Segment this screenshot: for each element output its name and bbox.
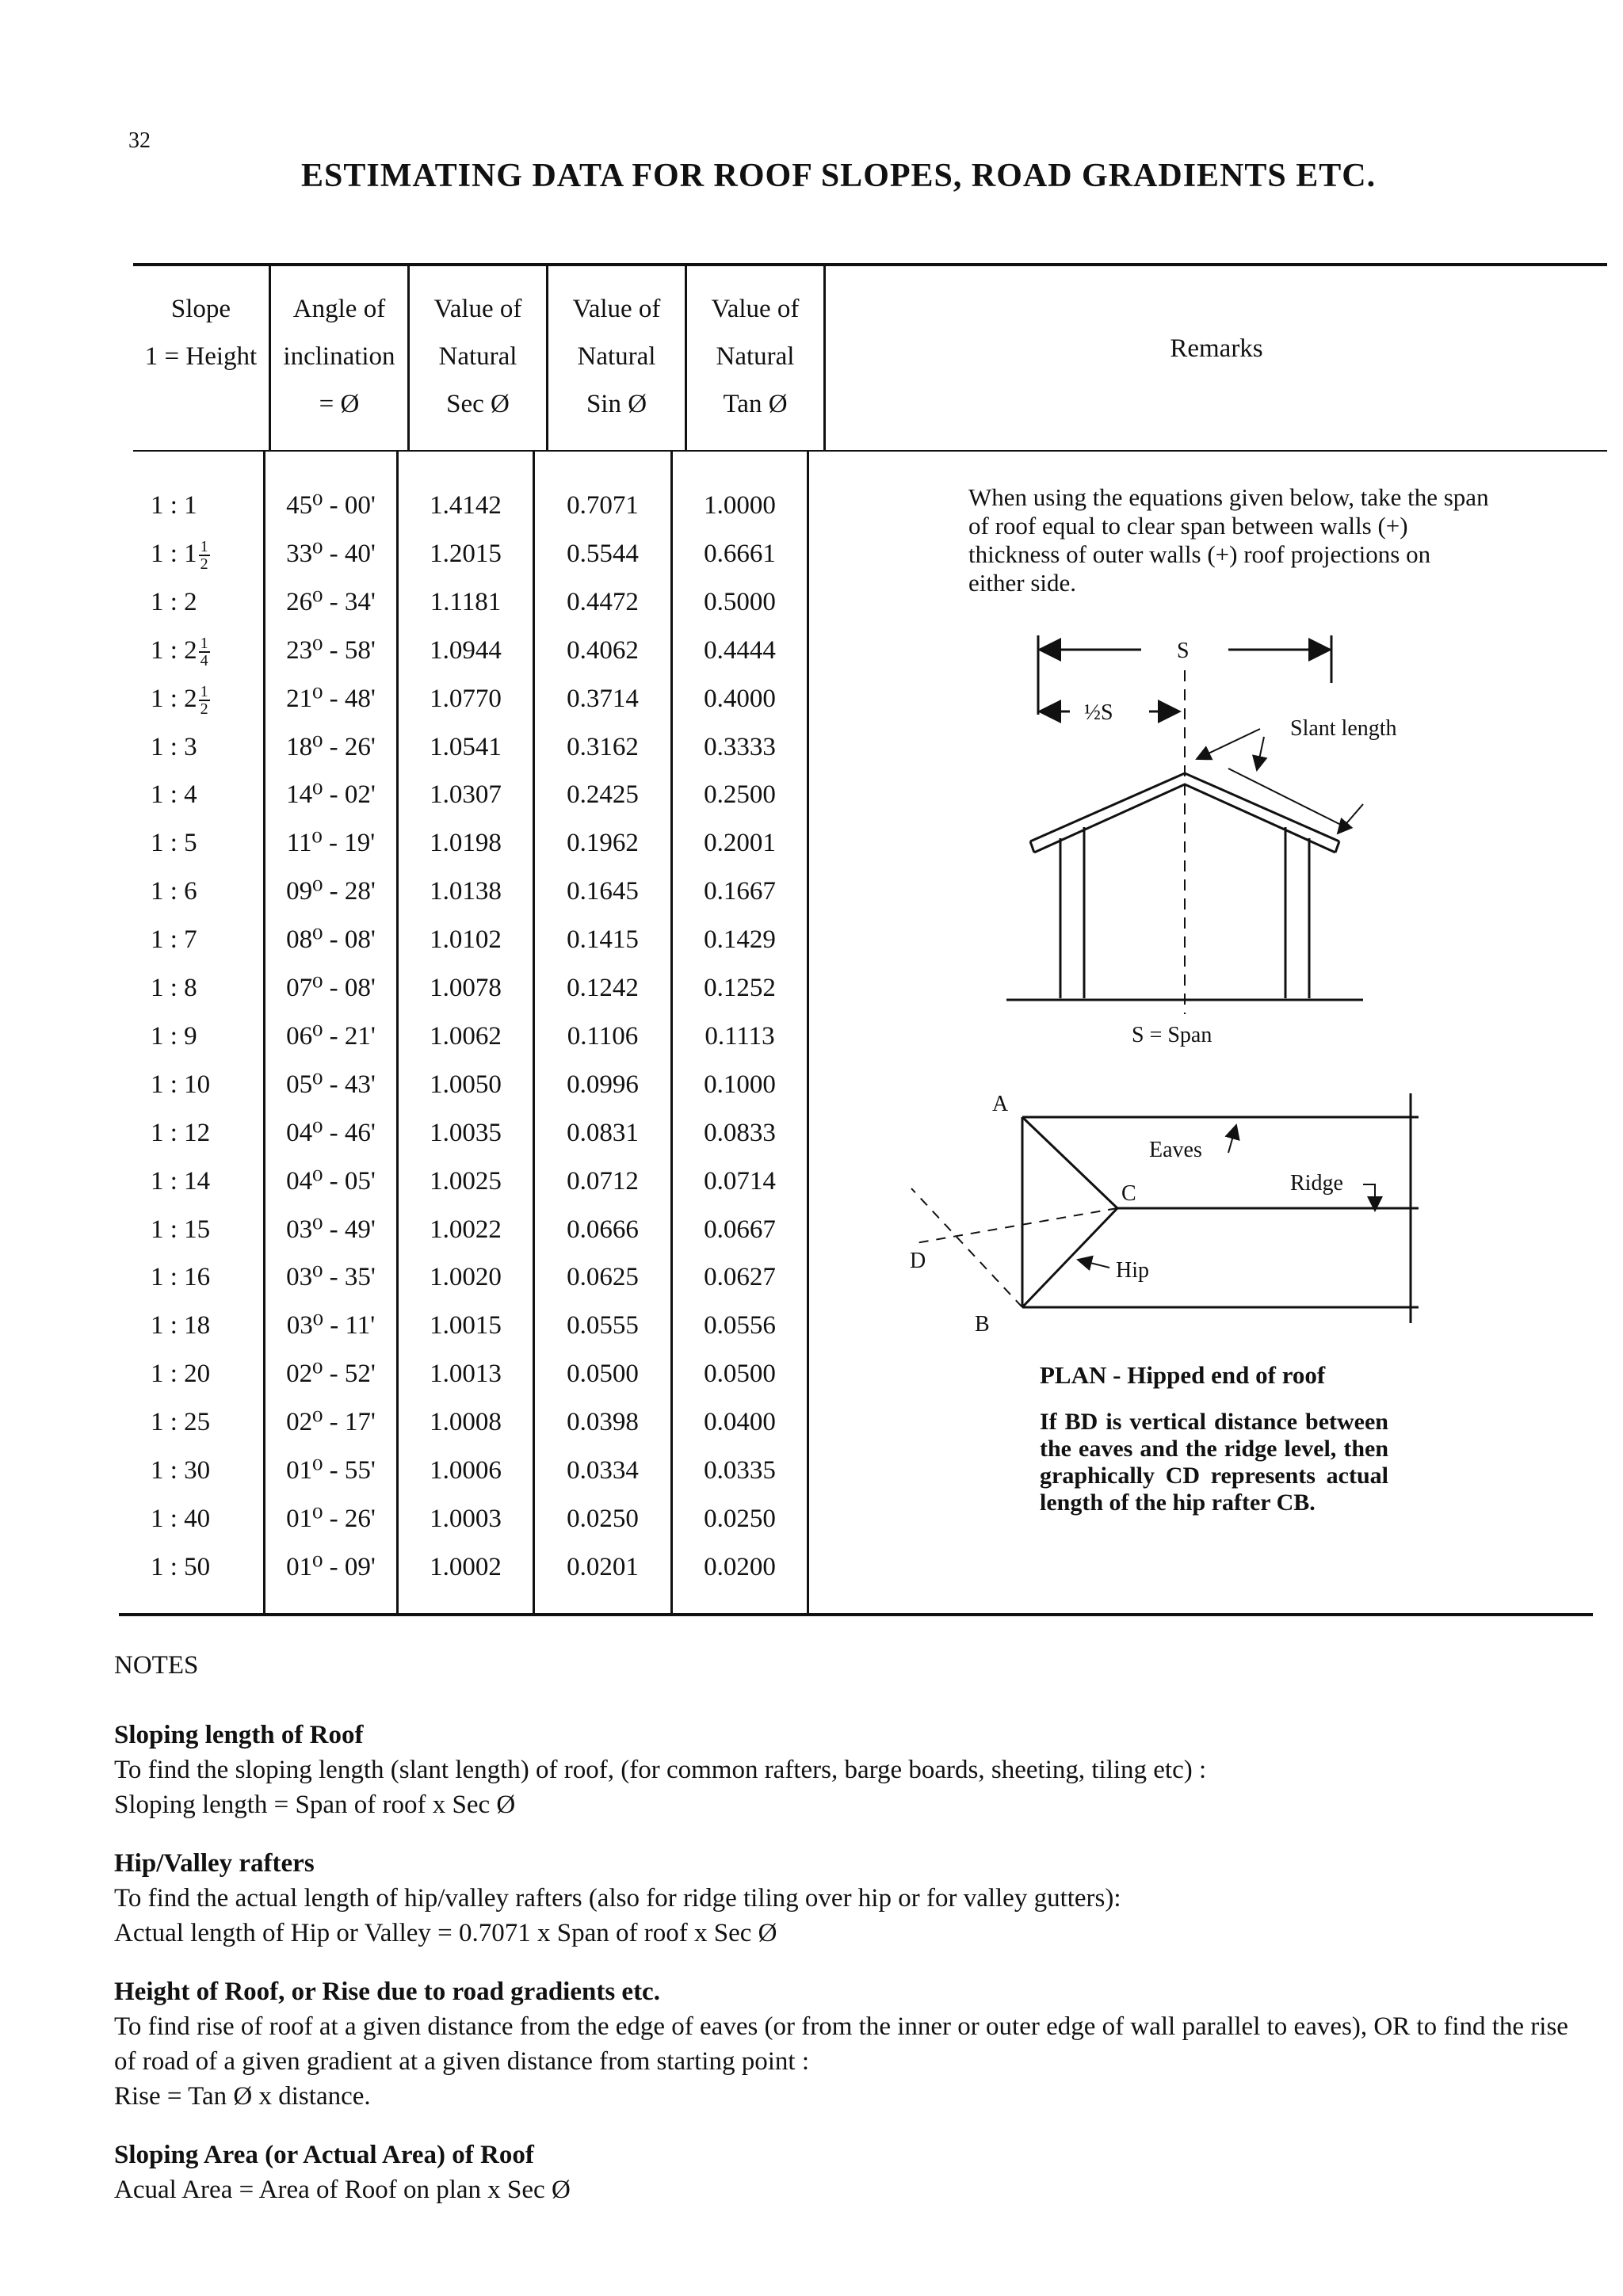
tan-cell: 0.1429: [704, 925, 776, 955]
header-line: inclination: [283, 342, 395, 371]
slope-height: 1: [151, 491, 164, 520]
fraction-denominator: 4: [200, 652, 208, 670]
slope-fraction: [199, 635, 210, 669]
sin-cell: 0.0250: [567, 1504, 639, 1533]
plan-labels: [910, 1092, 1343, 1337]
slope-separator: :: [163, 1215, 185, 1244]
sec-cell: 1.0078: [430, 974, 502, 1002]
dashed-cd: [911, 1208, 1117, 1244]
slope-cell: [151, 1109, 263, 1157]
label-c: C: [1121, 1181, 1136, 1206]
slope-height: 1: [151, 539, 164, 568]
slope-separator: :: [163, 1360, 185, 1389]
roof-diagrams: [880, 626, 1434, 1363]
slant-length-label: Slant length: [1290, 716, 1397, 741]
slope-separator: :: [163, 635, 185, 665]
note-line: To find rise of roof at a given distance from the edge of eaves (or from the inner or outer edge of wall parallel to eaves), OR to find the rise of road of a given gradient at a given distance from starting point :: [114, 2012, 1568, 2076]
header-line: Tan Ø: [723, 390, 788, 418]
tan-cell: 0.1000: [704, 1070, 776, 1099]
angle-cell: 14⁰ - 02': [286, 780, 376, 810]
slope-run: 15: [184, 1215, 211, 1244]
hip-line-bc: [1022, 1208, 1117, 1307]
header-tan: [687, 285, 823, 428]
slope-cell: [151, 1013, 263, 1060]
slope-cell: [151, 1253, 263, 1301]
angle-cell: 07⁰ - 08': [286, 974, 376, 1002]
hip-pointer: [1078, 1260, 1109, 1268]
slope-run: 1: [184, 539, 197, 568]
angle-cell: 01⁰ - 26': [286, 1504, 376, 1533]
tan-cell: 0.0556: [704, 1311, 776, 1341]
slope-height: 1: [151, 1021, 164, 1051]
sec-cell: 1.0102: [430, 925, 502, 955]
angle-cell: 09⁰ - 28': [286, 877, 376, 906]
tan-cell: 1.0000: [704, 491, 776, 520]
roof-end-left: [1030, 841, 1034, 852]
note-hip-valley: [114, 1846, 1596, 1951]
sin-cell: 0.4062: [567, 635, 639, 665]
slope-separator: :: [163, 1118, 185, 1147]
sin-cell: 0.1645: [567, 877, 639, 906]
slope-cell: [151, 1350, 263, 1398]
angle-cell: 01⁰ - 55': [286, 1456, 376, 1485]
label-a: A: [992, 1092, 1009, 1116]
plan-description: If BD is vertical distance between the eaves and the ridge level, then graphically CD represents actual length of the hip rafter CB.: [1040, 1409, 1388, 1516]
header-slope: [133, 285, 269, 380]
slope-separator: :: [163, 1311, 185, 1341]
tan-cell: 0.1113: [705, 1021, 775, 1051]
table-top-rule: [133, 263, 1607, 266]
sin-cell: 0.1962: [567, 829, 639, 858]
slope-height: 1: [151, 974, 164, 1002]
note-height-of-roof: [114, 1974, 1596, 2114]
hip-line-ac: [1022, 1117, 1117, 1208]
slant-label-pointer: [1257, 737, 1264, 770]
slope-height: 1: [151, 1311, 164, 1341]
slope-run: 8: [184, 974, 197, 1002]
sin-cell: 0.5544: [567, 539, 639, 568]
note-title: Hip/Valley rafters: [114, 1849, 315, 1878]
fraction-denominator: 2: [200, 700, 208, 719]
slope-height: 1: [151, 1118, 164, 1147]
slope-separator: :: [163, 1021, 185, 1051]
slope-height: 1: [151, 1360, 164, 1389]
header-line: Angle of: [292, 295, 386, 323]
slope-cell: [151, 1206, 263, 1253]
hip-label: Hip: [1116, 1258, 1149, 1283]
table-header-rule: [133, 450, 1607, 452]
tan-cell: 0.0200: [704, 1552, 776, 1581]
note-line: Sloping length = Span of roof x Sec Ø: [114, 1791, 516, 1819]
angle-cell: 04⁰ - 46': [286, 1118, 376, 1147]
slope-run: 12: [184, 1118, 211, 1147]
slope-separator: :: [163, 587, 185, 616]
sin-cell: 0.1106: [567, 1021, 639, 1051]
slope-run: 7: [184, 925, 197, 955]
note-sloping-length: [114, 1718, 1596, 1822]
slope-cell: [151, 530, 263, 578]
note-line: To find the sloping length (slant length) of roof, (for common rafters, barge boards, sheeting, tiling etc) :: [114, 1756, 1207, 1784]
angle-cell: 06⁰ - 21': [286, 1021, 376, 1051]
note-line: To find the actual length of hip/valley rafters (also for ridge tiling over hip or for valley gutters):: [114, 1884, 1121, 1913]
sec-cell: 1.0307: [430, 780, 502, 810]
slope-height: 1: [151, 1070, 164, 1099]
slope-cell: [151, 1302, 263, 1349]
slope-separator: :: [163, 1166, 185, 1196]
slope-run: 6: [184, 877, 197, 906]
slope-height: 1: [151, 925, 164, 955]
header-line: Value of: [711, 295, 800, 323]
slope-height: 1: [151, 1263, 164, 1292]
ridge-label: Ridge: [1290, 1171, 1343, 1196]
angle-cell: 03⁰ - 49': [286, 1215, 376, 1244]
tan-cell: 0.0714: [704, 1166, 776, 1196]
note-title: Height of Roof, or Rise due to road gradients etc.: [114, 1978, 660, 2006]
header-line: = Ø: [319, 390, 360, 418]
sin-cell: 0.0625: [567, 1263, 639, 1292]
notes-section: [114, 1648, 1596, 2231]
slope-run: 9: [184, 1021, 197, 1051]
slope-separator: :: [163, 1504, 185, 1533]
slope-fraction: [199, 539, 210, 572]
slope-cell: [151, 1398, 263, 1446]
slope-cell: [151, 675, 263, 723]
angle-cell: 33⁰ - 40': [286, 539, 376, 568]
section-labels: [1084, 639, 1397, 1047]
angle-cell: 02⁰ - 52': [286, 1360, 376, 1389]
slope-separator: :: [163, 539, 185, 568]
sec-cell: 1.0138: [430, 877, 502, 906]
fraction-numerator: 1: [200, 538, 208, 556]
sec-cell: 1.0013: [430, 1360, 502, 1389]
label-b: B: [975, 1312, 990, 1337]
slope-height: 1: [151, 635, 164, 665]
tan-cell: 0.0627: [704, 1263, 776, 1292]
slope-cell: [151, 1447, 263, 1494]
note-line: Rise = Tan Ø x distance.: [114, 2082, 371, 2111]
slope-cell: [151, 627, 263, 674]
sec-cell: 1.0944: [430, 635, 502, 665]
tan-cell: 0.5000: [704, 587, 776, 616]
slope-height: 1: [151, 1166, 164, 1196]
sec-cell: 1.0770: [430, 684, 502, 713]
angle-cell: 01⁰ - 09': [286, 1552, 376, 1581]
angle-cell: 05⁰ - 43': [286, 1070, 376, 1099]
angle-cell: 18⁰ - 26': [286, 732, 376, 761]
tan-cell: 0.0335: [704, 1456, 776, 1485]
slope-run: 18: [184, 1311, 211, 1341]
notes-heading: NOTES: [114, 1651, 199, 1680]
sec-cell: 1.0015: [430, 1311, 502, 1341]
header-sec: [410, 285, 546, 428]
sec-cell: 1.0025: [430, 1166, 502, 1196]
slope-run: 50: [184, 1552, 211, 1581]
page-title: ESTIMATING DATA FOR ROOF SLOPES, ROAD GRADIENTS ETC.: [301, 158, 1377, 194]
angle-cell: 04⁰ - 05': [286, 1166, 376, 1196]
slope-separator: :: [163, 1070, 185, 1099]
slope-run: 4: [184, 780, 197, 810]
slope-separator: :: [163, 1456, 185, 1485]
slope-run: 30: [184, 1456, 211, 1485]
sec-cell: 1.0541: [430, 732, 502, 761]
sin-cell: 0.0398: [567, 1408, 639, 1437]
slope-run: 5: [184, 829, 197, 858]
hipped-roof-plan-diagram: [911, 1093, 1419, 1323]
sin-cell: 0.4472: [567, 587, 639, 616]
plan-caption: PLAN - Hipped end of roof: [1040, 1361, 1326, 1389]
slope-cell: [151, 868, 263, 915]
angle-cell: 11⁰ - 19': [286, 829, 376, 858]
sec-cell: 1.0062: [430, 1021, 502, 1051]
fraction-numerator: 1: [200, 683, 208, 701]
ridge-pointer: [1363, 1184, 1375, 1211]
slope-run: 20: [184, 1360, 211, 1389]
table-bottom-rule: [119, 1613, 1593, 1616]
note-line: Acual Area = Area of Roof on plan x Sec Ø: [114, 2176, 571, 2204]
slope-separator: :: [163, 491, 185, 520]
span-label: S: [1177, 639, 1190, 663]
sec-cell: 1.0035: [430, 1118, 502, 1147]
sec-cell: 1.0003: [430, 1504, 502, 1533]
label-d: D: [910, 1249, 926, 1273]
header-line: Natural: [438, 342, 517, 371]
angle-cell: 02⁰ - 17': [286, 1408, 376, 1437]
sin-cell: 0.0996: [567, 1070, 639, 1099]
angle-cell: 26⁰ - 34': [286, 587, 376, 616]
note-title: Sloping Area (or Actual Area) of Roof: [114, 2141, 534, 2169]
slope-height: 1: [151, 877, 164, 906]
note-title: Sloping length of Roof: [114, 1721, 364, 1749]
slope-separator: :: [163, 780, 185, 810]
slope-run: 40: [184, 1504, 211, 1533]
header-line: Remarks: [1170, 334, 1263, 363]
slope-cell: [151, 578, 263, 626]
tan-cell: 0.4444: [704, 635, 776, 665]
column-divider: [807, 452, 809, 1615]
roof-end-right: [1335, 841, 1339, 852]
tan-cell: 0.0667: [704, 1215, 776, 1244]
slope-separator: :: [163, 684, 185, 713]
sin-cell: 0.1242: [567, 974, 639, 1002]
page-number: 32: [128, 128, 151, 153]
sin-cell: 0.0555: [567, 1311, 639, 1341]
slope-cell: [151, 1543, 263, 1591]
header-line: Value of: [572, 295, 661, 323]
sin-cell: 0.0334: [567, 1456, 639, 1485]
slope-run: 1: [184, 491, 197, 520]
header-line: Sin Ø: [586, 390, 647, 418]
tan-cell: 0.2500: [704, 780, 776, 810]
header-line: Natural: [577, 342, 656, 371]
slope-cell: [151, 1061, 263, 1108]
slope-cell: [151, 916, 263, 963]
header-line: Slope: [170, 295, 231, 323]
slope-separator: :: [163, 732, 185, 761]
slope-separator: :: [163, 925, 185, 955]
slope-height: 1: [151, 1408, 164, 1437]
tan-cell: 0.6661: [704, 539, 776, 568]
slope-run: 14: [184, 1166, 211, 1196]
slope-separator: :: [163, 829, 185, 858]
header-remarks: [826, 325, 1607, 372]
dashed-bd: [911, 1188, 1022, 1307]
note-sloping-area: [114, 2138, 1596, 2207]
remarks-text: When using the equations given below, take the span of roof equal to clear span between walls (+) thickness of outer walls (+) roof projections on either side.: [968, 483, 1489, 597]
sec-cell: 1.0008: [430, 1408, 502, 1437]
slope-height: 1: [151, 1456, 164, 1485]
sin-cell: 0.0201: [567, 1552, 639, 1581]
slope-fraction: [199, 684, 210, 717]
tan-cell: 0.0833: [704, 1118, 776, 1147]
slope-run: 3: [184, 732, 197, 761]
sec-cell: 1.1181: [430, 587, 502, 616]
sec-cell: 1.2015: [430, 539, 502, 568]
sec-cell: 1.0020: [430, 1263, 502, 1292]
angle-cell: 03⁰ - 35': [286, 1263, 376, 1292]
slope-separator: :: [163, 1263, 185, 1292]
sec-cell: 1.4142: [430, 491, 502, 520]
header-line: Sec Ø: [446, 390, 510, 418]
slope-cell: [151, 482, 263, 529]
sec-cell: 1.0050: [430, 1070, 502, 1099]
slope-run: 2: [184, 684, 197, 713]
tan-cell: 0.0250: [704, 1504, 776, 1533]
sec-cell: 1.0022: [430, 1215, 502, 1244]
eaves-pointer: [1228, 1125, 1236, 1153]
fraction-denominator: 2: [200, 555, 208, 574]
tan-cell: 0.4000: [704, 684, 776, 713]
slope-run: 16: [184, 1263, 211, 1292]
roof-section-diagram: [1006, 635, 1363, 1014]
slope-height: 1: [151, 732, 164, 761]
slope-separator: :: [163, 877, 185, 906]
sin-cell: 0.7071: [567, 491, 639, 520]
sin-cell: 0.1415: [567, 925, 639, 955]
slope-height: 1: [151, 587, 164, 616]
slope-run: 10: [184, 1070, 211, 1099]
sec-cell: 1.0006: [430, 1456, 502, 1485]
slant-arrow-head-left: [1197, 729, 1260, 759]
tan-cell: 0.0500: [704, 1360, 776, 1389]
slope-height: 1: [151, 1552, 164, 1581]
slope-cell: [151, 1495, 263, 1543]
slope-height: 1: [151, 829, 164, 858]
angle-cell: 21⁰ - 48': [286, 684, 376, 713]
slope-cell: [151, 1158, 263, 1205]
header-angle: [271, 285, 407, 428]
header-line: Natural: [716, 342, 795, 371]
eaves-label: Eaves: [1149, 1138, 1202, 1162]
slope-separator: :: [163, 1408, 185, 1437]
slope-height: 1: [151, 1215, 164, 1244]
sec-cell: 1.0198: [430, 829, 502, 858]
sin-cell: 0.3162: [567, 732, 639, 761]
slope-run: 2: [184, 635, 197, 665]
angle-cell: 45⁰ - 00': [286, 491, 376, 520]
header-line: 1 = Height: [144, 342, 258, 371]
slope-cell: [151, 819, 263, 867]
angle-cell: 23⁰ - 58': [286, 635, 376, 665]
header-line: Value of: [433, 295, 522, 323]
tan-cell: 0.3333: [704, 732, 776, 761]
slope-run: 2: [184, 587, 197, 616]
slope-separator: :: [163, 1552, 185, 1581]
sin-cell: 0.0666: [567, 1215, 639, 1244]
sin-cell: 0.0500: [567, 1360, 639, 1389]
slope-run: 25: [184, 1408, 211, 1437]
fraction-numerator: 1: [200, 635, 208, 653]
sin-cell: 0.0712: [567, 1166, 639, 1196]
header-sin: [548, 285, 685, 428]
slope-height: 1: [151, 1504, 164, 1533]
sin-cell: 0.3714: [567, 684, 639, 713]
half-span-label: ½S: [1084, 700, 1113, 725]
slope-cell: [151, 723, 263, 771]
span-caption: S = Span: [1132, 1023, 1212, 1047]
slope-cell: [151, 964, 263, 1012]
note-line: Actual length of Hip or Valley = 0.7071 x Span of roof x Sec Ø: [114, 1919, 777, 1947]
sin-cell: 0.0831: [567, 1118, 639, 1147]
slope-separator: :: [163, 974, 185, 1002]
sin-cell: 0.2425: [567, 780, 639, 810]
slant-arrow-head-right: [1338, 804, 1363, 833]
tan-cell: 0.1252: [704, 974, 776, 1002]
sec-cell: 1.0002: [430, 1552, 502, 1581]
angle-cell: 08⁰ - 08': [286, 925, 376, 955]
tan-cell: 0.2001: [704, 829, 776, 858]
slope-height: 1: [151, 780, 164, 810]
tan-cell: 0.1667: [704, 877, 776, 906]
angle-cell: 03⁰ - 11': [286, 1311, 376, 1341]
slope-height: 1: [151, 684, 164, 713]
slope-cell: [151, 771, 263, 818]
tan-cell: 0.0400: [704, 1408, 776, 1437]
